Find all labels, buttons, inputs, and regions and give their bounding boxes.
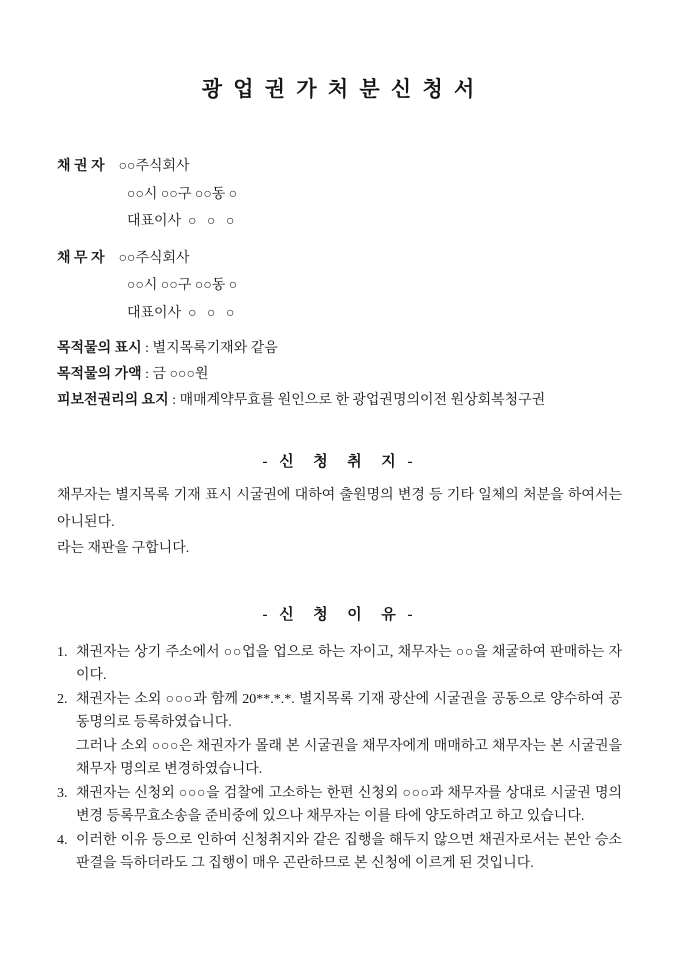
purpose-body xyxy=(57,483,622,563)
party-block-creditor xyxy=(57,153,622,236)
creditor-name-row xyxy=(57,153,622,181)
reason-item-2-paragraph-2: 그러나 소외 ○○○은 채권자가 몰래 본 시굴권을 채무자에게 매매하고 채무자는 본 시굴권을 채무자 명의로 변경하였습니다. xyxy=(76,738,622,777)
reason-item-1-body xyxy=(76,641,622,688)
reason-item-3-number: 3. xyxy=(57,785,68,801)
debtor-name-row xyxy=(57,245,622,273)
reason-item-3-paragraph: 채권자는 신청외 ○○○을 검찰에 고소하는 한편 신청외 ○○○과 채무자를 상대로 시굴권 명의변경 등록무효소송을 준비중에 있으나 채무자는 이를 타에 양도하려고 하고 있습니다. xyxy=(76,785,622,824)
document-title: 광 업 권 가 처 분 신 청 서 xyxy=(201,77,478,101)
reasons-list xyxy=(57,641,622,876)
meta-row-object-value xyxy=(57,362,622,388)
reason-item-2-body xyxy=(76,688,622,782)
debtor-label: 채 무 자 xyxy=(57,250,105,266)
reason-item-3-body xyxy=(76,782,622,829)
reason-item-2-number: 2. xyxy=(57,691,68,707)
reason-item-2 xyxy=(57,688,622,782)
case-meta xyxy=(57,336,622,414)
meta-row-preserved-right xyxy=(57,388,622,414)
reason-item-4 xyxy=(57,829,622,876)
debtor-representative-row xyxy=(57,300,622,328)
meta-label-object-value: 목적물의 가액 xyxy=(57,367,142,382)
reason-item-2-paragraph-1: 채권자는 소외 ○○○과 함께 20**.*.*. 별지목록 기재 광산에 시굴권을 공동으로 양수하여 공동명의로 등록하였습니다. xyxy=(76,691,622,730)
creditor-address: ○○시 ○○구 ○○동 ○ xyxy=(127,186,238,202)
creditor-company-name: ○○주식회사 xyxy=(118,159,190,174)
debtor-address: ○○시 ○○구 ○○동 ○ xyxy=(127,278,238,293)
section-heading-reasons: - 신 청 이 유 - xyxy=(262,606,417,623)
reason-item-4-paragraph: 이러한 이유 등으로 인하여 신청취지와 같은 집행을 해두지 않으면 채권자로서는 본안 승소판결을 득하더라도 그 집행이 매우 곤란하므로 본 신청에 이르게 된 것입니다. xyxy=(76,832,622,871)
meta-value-preserved-right: : 매매계약무효를 원인으로 한 광업권명의이전 원상회복청구권 xyxy=(168,393,546,408)
reason-item-1-paragraph: 채권자는 상기 주소에서 ○○업을 업으로 하는 자이고, 채무자는 ○○을 채굴하여 판매하는 자이다. xyxy=(76,644,622,683)
debtor-company-name: ○○주식회사 xyxy=(118,250,190,266)
creditor-label: 채 권 자 xyxy=(57,159,105,174)
purpose-paragraph-1: 채무자는 별지목록 기재 표시 시굴권에 대하여 출원명의 변경 등 기타 일체의 처분을 하여서는 아니된다. xyxy=(57,488,622,530)
reason-item-4-number: 4. xyxy=(57,832,68,848)
section-heading-purpose: - 신 청 취 지 - xyxy=(262,454,417,470)
creditor-address-row xyxy=(57,181,622,209)
debtor-address-row xyxy=(57,272,622,300)
creditor-representative: 대표이사 ○ ○ ○ xyxy=(127,214,235,229)
reason-item-1-number: 1. xyxy=(57,644,68,660)
reason-item-3 xyxy=(57,782,622,829)
reason-item-1 xyxy=(57,641,622,688)
purpose-paragraph-2: 라는 재판을 구합니다. xyxy=(57,541,190,556)
party-block-debtor xyxy=(57,245,622,328)
meta-value-object-description: : 별지목록기재와 같음 xyxy=(141,341,278,356)
debtor-representative: 대표이사 ○ ○ ○ xyxy=(127,305,235,321)
creditor-representative-row xyxy=(57,208,622,236)
meta-value-object-value: : 금 ○○○원 xyxy=(141,367,209,382)
meta-label-object-description: 목적물의 표시 xyxy=(57,341,142,356)
meta-label-preserved-right: 피보전권리의 요지 xyxy=(57,393,169,408)
reason-item-4-body xyxy=(76,829,622,876)
meta-row-object-description xyxy=(57,336,622,362)
